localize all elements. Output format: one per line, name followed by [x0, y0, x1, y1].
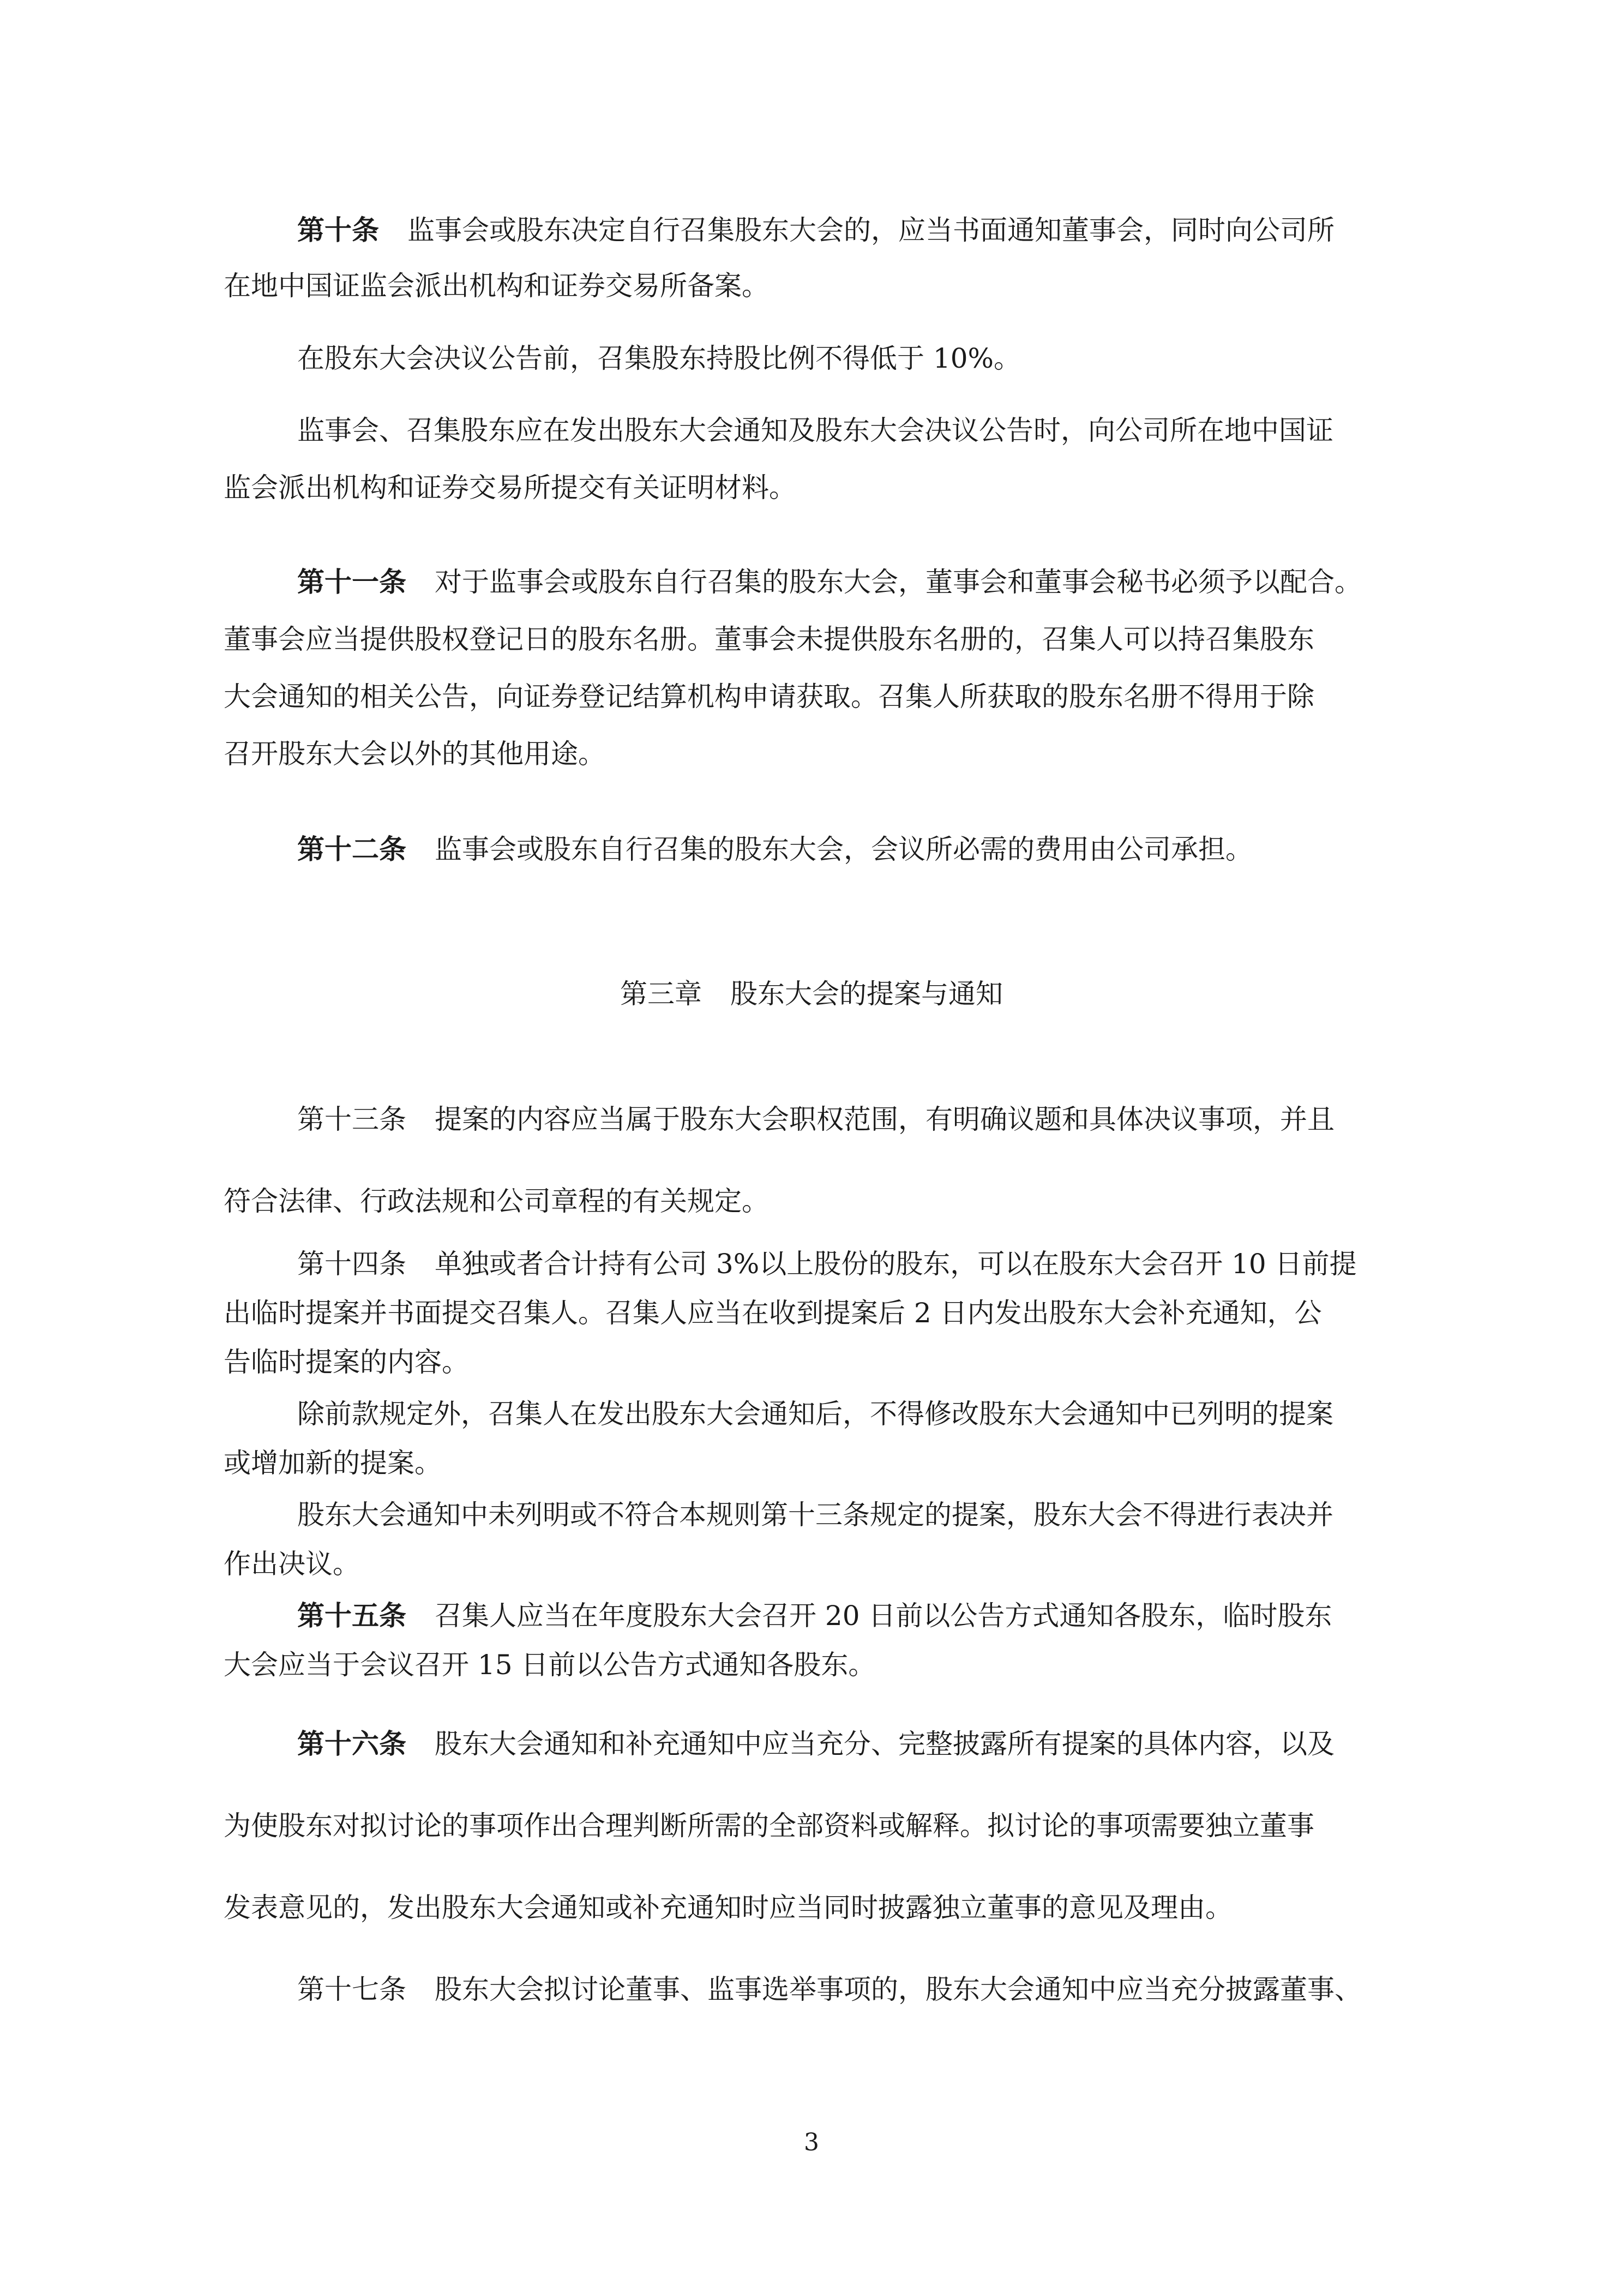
article-16-line-3: 发表意见的，发出股东大会通知或补充通知时应当同时披露独立董事的意见及理由。	[224, 1892, 1233, 1923]
page-number: 3	[804, 2129, 819, 2156]
article-13-line-1: 第十三条 提案的内容应当属于股东大会职权范围，有明确议题和具体决议事项，并且	[297, 1102, 1335, 1137]
article-15-label: 第十五条	[297, 1599, 406, 1632]
chapter-heading	[0, 976, 1623, 1011]
article-11-line-2: 董事会应当提供股权登记日的股东名册。董事会未提供股东名册的，召集人可以持召集股东	[224, 624, 1314, 655]
article-16-line-1: 第十六条 股东大会通知和补充通知中应当充分、完整披露所有提案的具体内容，以及	[297, 1727, 1335, 1761]
article-14-line-1: 第十四条 单独或者合计持有公司 3%以上股份的股东，可以在股东大会召开 10 日前提	[297, 1246, 1357, 1281]
article-14-para-3-line-2: 作出决议。	[224, 1548, 360, 1580]
article-10-para-3-line-2: 监会派出机构和证券交易所提交有关证明材料。	[224, 472, 796, 503]
article-11-line-3: 大会通知的相关公告，向证券登记结算机构申请获取。召集人所获取的股东名册不得用于除	[224, 681, 1314, 712]
article-13-line-2: 符合法律、行政法规和公司章程的有关规定。	[224, 1185, 769, 1217]
article-12-line-1: 第十二条 监事会或股东自行召集的股东大会，会议所必需的费用由公司承担。	[297, 832, 1253, 867]
article-14-line-2: 出临时提案并书面提交召集人。召集人应当在收到提案后 2 日内发出股东大会补充通知，公	[224, 1297, 1322, 1329]
article-13-label: 第十三条	[297, 1104, 406, 1135]
article-16-line-2: 为使股东对拟讨论的事项作出合理判断所需的全部资料或解释。拟讨论的事项需要独立董事	[224, 1810, 1314, 1842]
article-11-line-4: 召开股东大会以外的其他用途。	[224, 738, 605, 770]
chapter-number: 第三章	[620, 978, 702, 1010]
article-14-para-3-line-1: 股东大会通知中未列明或不符合本规则第十三条规定的提案，股东大会不得进行表决并	[297, 1499, 1333, 1531]
article-14-para-2-line-2: 或增加新的提案。	[224, 1447, 442, 1479]
article-11-line-1: 第十一条 对于监事会或股东自行召集的股东大会，董事会和董事会秘书必须予以配合。	[297, 565, 1362, 600]
article-10-line-2: 在地中国证监会派出机构和证券交易所备案。	[224, 270, 769, 302]
article-17-label: 第十七条	[297, 1974, 406, 2005]
article-14-line-3: 告临时提案的内容。	[224, 1346, 469, 1378]
article-11-label: 第十一条	[297, 566, 406, 598]
article-15-line-1: 第十五条 召集人应当在年度股东大会召开 20 日前以公告方式通知各股东，临时股东	[297, 1598, 1332, 1633]
article-10-para-3-line-1: 监事会、召集股东应在发出股东大会通知及股东大会决议公告时，向公司所在地中国证	[297, 415, 1333, 446]
article-14-label: 第十四条	[297, 1248, 406, 1280]
article-16-label: 第十六条	[297, 1728, 406, 1760]
chapter-title: 股东大会的提案与通知	[730, 978, 1003, 1010]
article-10-line-1: 第十条 监事会或股东决定自行召集股东大会的，应当书面通知董事会，同时向公司所	[297, 213, 1335, 248]
article-17-line-1: 第十七条 股东大会拟讨论董事、监事选举事项的，股东大会通知中应当充分披露董事、	[297, 1972, 1362, 2007]
article-14-para-2-line-1: 除前款规定外，召集人在发出股东大会通知后，不得修改股东大会通知中已列明的提案	[297, 1398, 1333, 1430]
article-10-para-2: 在股东大会决议公告前，召集股东持股比例不得低于 10%。	[297, 343, 1021, 374]
article-15-line-2: 大会应当于会议召开 15 日前以公告方式通知各股东。	[224, 1649, 876, 1681]
article-12-label: 第十二条	[297, 833, 406, 865]
article-10-label: 第十条	[297, 214, 379, 246]
